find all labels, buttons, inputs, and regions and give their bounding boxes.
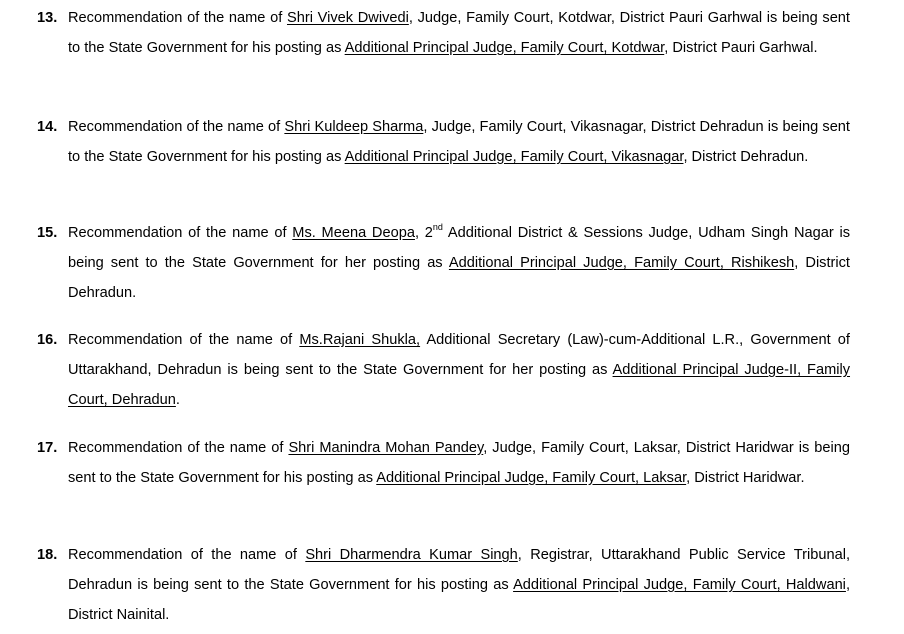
item-number: 16.	[37, 332, 58, 348]
officer-name: Ms.Rajani Shukla,	[299, 332, 421, 348]
officer-name: Shri Manindra Mohan Pandey	[288, 440, 484, 456]
recommendation-item-17	[37, 433, 850, 523]
item-paragraph	[68, 112, 850, 172]
item-number: 14.	[37, 119, 58, 135]
item-text-tail: , District Dehradun.	[683, 149, 809, 165]
item-text-tail: , District Pauri Garhwal.	[664, 40, 818, 56]
item-text-lead: Recommendation of the name of	[68, 440, 289, 456]
item-paragraph	[68, 540, 850, 630]
officer-name: Ms. Meena Deopa	[292, 225, 415, 241]
recommendation-item-14	[37, 112, 850, 202]
posting-title: Additional Principal Judge, Family Court, Haldwani	[513, 577, 846, 593]
item-number: 17.	[37, 440, 58, 456]
ordinal-suffix: nd	[432, 222, 443, 233]
item-number: 15.	[37, 225, 58, 241]
posting-title: Additional Principal Judge, Family Court, Kotdwar	[344, 40, 665, 56]
item-paragraph	[68, 218, 850, 308]
item-paragraph	[68, 325, 850, 415]
item-text-middle: , Registrar, Uttarakhand Public Service Tribunal, Dehradun is being sent to the State Government for his posting as	[68, 547, 850, 593]
item-text-tail: , District Haridwar.	[686, 470, 805, 486]
posting-title: Additional Principal Judge, Family Court, Rishikesh	[448, 255, 795, 271]
item-text-lead: Recommendation of the name of	[68, 547, 306, 563]
item-paragraph	[68, 433, 850, 493]
item-text-middle: Additional Secretary (Law)-cum-Additional L.R., Government of Uttarakhand, Dehradun is being sent to the State Government for her posting as	[68, 332, 850, 378]
item-text-middle: , Judge, Family Court, Kotdwar, District Pauri Garhwal is being sent to the State Government for his posting as	[68, 10, 850, 56]
item-text-tail: , District Nainital.	[68, 577, 850, 623]
posting-title: Additional Principal Judge, Family Court, Vikasnagar	[344, 149, 684, 165]
posting-title: Additional Principal Judge-II, Family Court, Dehradun	[68, 362, 851, 408]
item-text-tail: , District Dehradun.	[68, 255, 850, 301]
item-text-middle: , Judge, Family Court, Vikasnagar, District Dehradun is being sent to the State Government for his posting as	[68, 119, 850, 165]
recommendation-item-13	[37, 3, 850, 93]
officer-name: Shri Kuldeep Sharma	[284, 119, 424, 135]
recommendation-item-16	[37, 325, 850, 415]
item-number: 13.	[37, 10, 58, 26]
recommendation-item-15	[37, 218, 850, 308]
posting-title: Additional Principal Judge, Family Court, Laksar	[376, 470, 687, 486]
item-text-lead: Recommendation of the name of	[68, 10, 287, 26]
item-text-middle: , Judge, Family Court, Laksar, District Haridwar is being sent to the State Government for his posting as	[68, 440, 850, 486]
item-text-lead: Recommendation of the name of	[68, 332, 300, 348]
item-text-lead: Recommendation of the name of	[68, 119, 285, 135]
officer-name: Shri Dharmendra Kumar Singh	[305, 547, 518, 563]
item-paragraph	[68, 3, 850, 63]
item-text-middle: Additional District & Sessions Judge, Udham Singh Nagar is being sent to the State Government for her posting as	[68, 225, 851, 271]
item-text-pre-ordinal: , 2	[414, 225, 433, 241]
item-text-tail: .	[175, 392, 180, 408]
item-text-lead: Recommendation of the name of	[68, 225, 293, 241]
item-number: 18.	[37, 547, 58, 563]
officer-name: Shri Vivek Dwivedi	[286, 10, 409, 26]
recommendation-item-18	[37, 540, 850, 630]
